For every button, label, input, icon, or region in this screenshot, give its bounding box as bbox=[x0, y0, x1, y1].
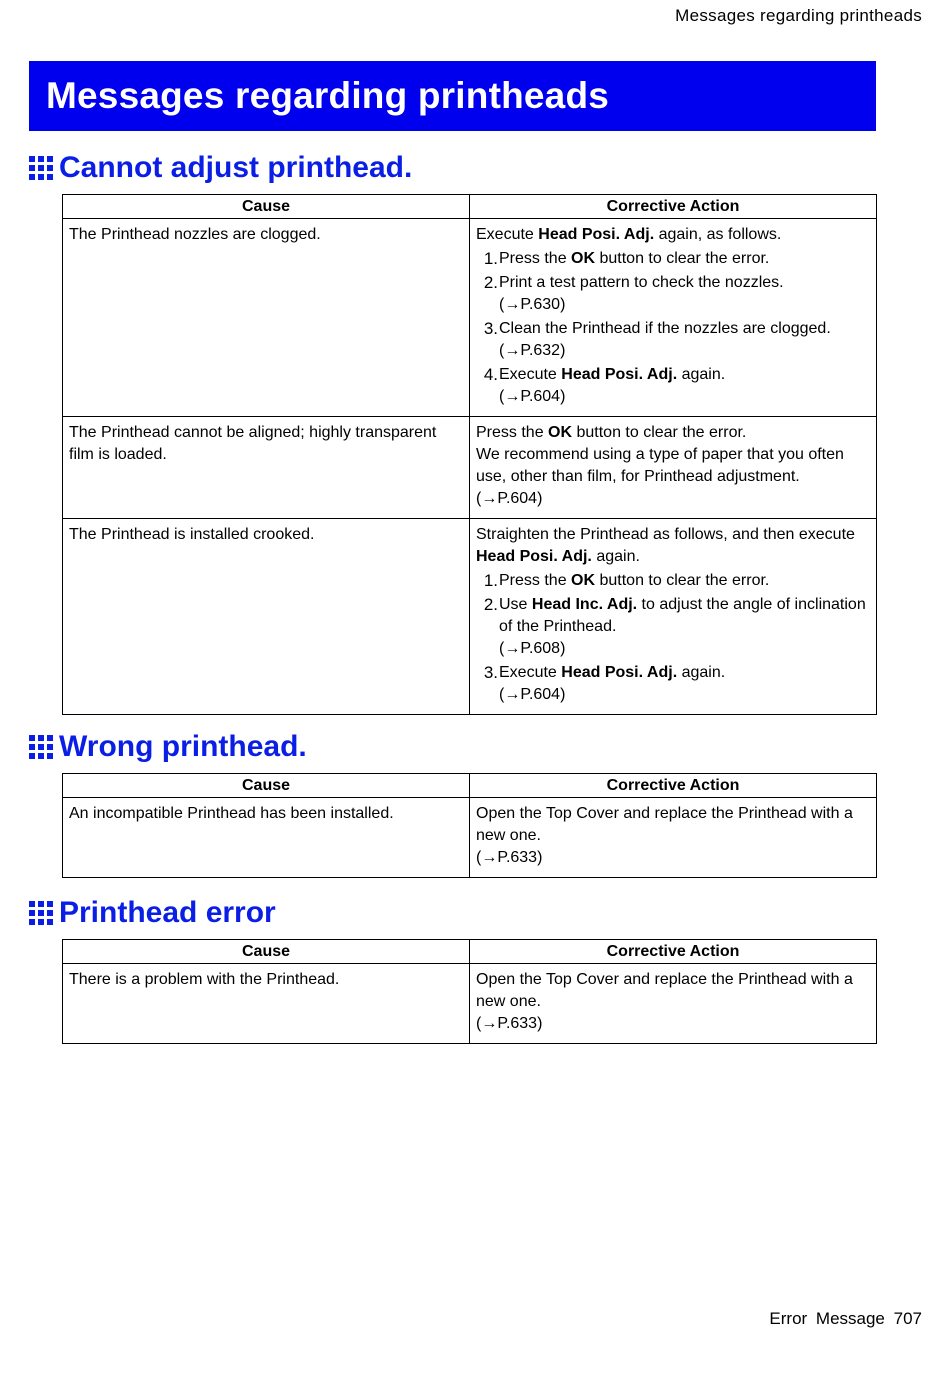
section-printhead-error bbox=[29, 893, 876, 1044]
step-item bbox=[476, 662, 871, 706]
cause-cell: The Printhead is installed crooked. bbox=[63, 519, 470, 715]
step-number: 1. bbox=[483, 571, 498, 590]
action-line bbox=[476, 422, 871, 444]
text: again. bbox=[677, 664, 726, 681]
grid-icon bbox=[29, 156, 53, 180]
text: again, as follows. bbox=[654, 226, 782, 243]
action-line: Open the Top Cover and replace the Printhead with a new one. bbox=[476, 971, 853, 1010]
text: Print a test pattern to check the nozzles. bbox=[499, 274, 784, 291]
step-number: 4. bbox=[483, 365, 498, 384]
menu-item-name: Head Posi. Adj. bbox=[561, 664, 678, 681]
table-header-row bbox=[63, 940, 877, 964]
step-item bbox=[476, 594, 871, 660]
running-head: Messages regarding printheads bbox=[675, 6, 922, 25]
messages-table bbox=[62, 194, 877, 715]
text: Press the bbox=[499, 572, 572, 589]
menu-item-name: Head Posi. Adj. bbox=[561, 366, 678, 383]
section-cannot-adjust bbox=[29, 148, 876, 715]
cause-cell: The Printhead nozzles are clogged. bbox=[63, 219, 470, 417]
section-heading bbox=[29, 727, 876, 767]
page-reference-link[interactable]: (→P.604) bbox=[476, 490, 543, 507]
action-header: Corrective Action bbox=[470, 195, 877, 219]
section-heading bbox=[29, 148, 876, 188]
action-cell bbox=[470, 417, 877, 519]
page-reference-link[interactable]: (→P.604) bbox=[499, 686, 566, 703]
section-title: Cannot adjust printhead. bbox=[59, 151, 413, 184]
page-reference-link[interactable]: (→P.633) bbox=[476, 849, 543, 866]
menu-item-name: Head Inc. Adj. bbox=[531, 596, 638, 613]
step-item bbox=[476, 570, 871, 592]
text: again. bbox=[677, 366, 726, 383]
button-name: OK bbox=[548, 424, 573, 441]
cause-header: Cause bbox=[63, 774, 470, 798]
page-reference-link[interactable]: (→P.630) bbox=[499, 296, 566, 313]
menu-item-name: Head Posi. Adj. bbox=[538, 226, 655, 243]
table-header-row bbox=[63, 774, 877, 798]
text: Clean the Printhead if the nozzles are clogged. bbox=[499, 320, 831, 337]
text: again. bbox=[591, 548, 640, 565]
table-row bbox=[63, 219, 877, 417]
table-row bbox=[63, 964, 877, 1044]
section-heading bbox=[29, 893, 876, 933]
cause-cell: There is a problem with the Printhead. bbox=[63, 964, 470, 1044]
page-reference-link[interactable]: (→P.632) bbox=[499, 342, 566, 359]
action-cell bbox=[470, 798, 877, 878]
page-reference-link[interactable]: (→P.604) bbox=[499, 388, 566, 405]
table-row bbox=[63, 417, 877, 519]
action-intro bbox=[476, 224, 871, 246]
page-title: Messages regarding printheads bbox=[46, 75, 610, 116]
footer-section: Error Message bbox=[769, 1309, 885, 1328]
step-number: 1. bbox=[483, 249, 498, 268]
action-intro bbox=[476, 524, 871, 568]
section-title: Printhead error bbox=[59, 896, 276, 929]
action-header: Corrective Action bbox=[470, 774, 877, 798]
step-item bbox=[476, 272, 871, 316]
step-number: 3. bbox=[483, 663, 498, 682]
grid-icon bbox=[29, 735, 53, 759]
step-item bbox=[476, 248, 871, 270]
text: Straighten the Printhead as follows, and then execute bbox=[476, 526, 855, 543]
text: button to clear the error. bbox=[595, 572, 770, 589]
cause-header: Cause bbox=[63, 195, 470, 219]
messages-table bbox=[62, 773, 877, 878]
cause-header: Cause bbox=[63, 940, 470, 964]
text: Execute bbox=[476, 226, 539, 243]
table-row bbox=[63, 519, 877, 715]
step-item bbox=[476, 318, 871, 362]
text: button to clear the error. bbox=[572, 424, 747, 441]
action-line: Open the Top Cover and replace the Printhead with a new one. bbox=[476, 805, 853, 844]
table-header-row bbox=[63, 195, 877, 219]
button-name: OK bbox=[571, 572, 596, 589]
text: Execute bbox=[499, 366, 562, 383]
text: to adjust the angle of inclination of the Printhead. bbox=[499, 596, 866, 635]
text: Use bbox=[499, 596, 532, 613]
action-line: We recommend using a type of paper that you often use, other than film, for Printhead adjustment. bbox=[476, 446, 844, 485]
button-name: OK bbox=[571, 250, 596, 267]
page-number: 707 bbox=[893, 1309, 922, 1328]
text: Execute bbox=[499, 664, 562, 681]
page-footer bbox=[769, 1309, 922, 1329]
text: button to clear the error. bbox=[595, 250, 770, 267]
section-wrong-printhead bbox=[29, 727, 876, 878]
action-cell bbox=[470, 964, 877, 1044]
section-title: Wrong printhead. bbox=[59, 730, 307, 763]
action-cell bbox=[470, 519, 877, 715]
table-row bbox=[63, 798, 877, 878]
page-reference-link[interactable]: (→P.633) bbox=[476, 1015, 543, 1032]
text: Press the bbox=[476, 424, 549, 441]
action-cell bbox=[470, 219, 877, 417]
cause-cell: An incompatible Printhead has been installed. bbox=[63, 798, 470, 878]
action-header: Corrective Action bbox=[470, 940, 877, 964]
messages-table bbox=[62, 939, 877, 1044]
step-number: 3. bbox=[483, 319, 498, 338]
page-reference-link[interactable]: (→P.608) bbox=[499, 640, 566, 657]
grid-icon bbox=[29, 901, 53, 925]
step-number: 2. bbox=[483, 595, 498, 614]
step-number: 2. bbox=[483, 273, 498, 292]
menu-item-name: Head Posi. Adj. bbox=[476, 548, 592, 565]
page-banner bbox=[29, 61, 876, 131]
text: Press the bbox=[499, 250, 572, 267]
step-item bbox=[476, 364, 871, 408]
cause-cell: The Printhead cannot be aligned; highly transparent film is loaded. bbox=[63, 417, 470, 519]
